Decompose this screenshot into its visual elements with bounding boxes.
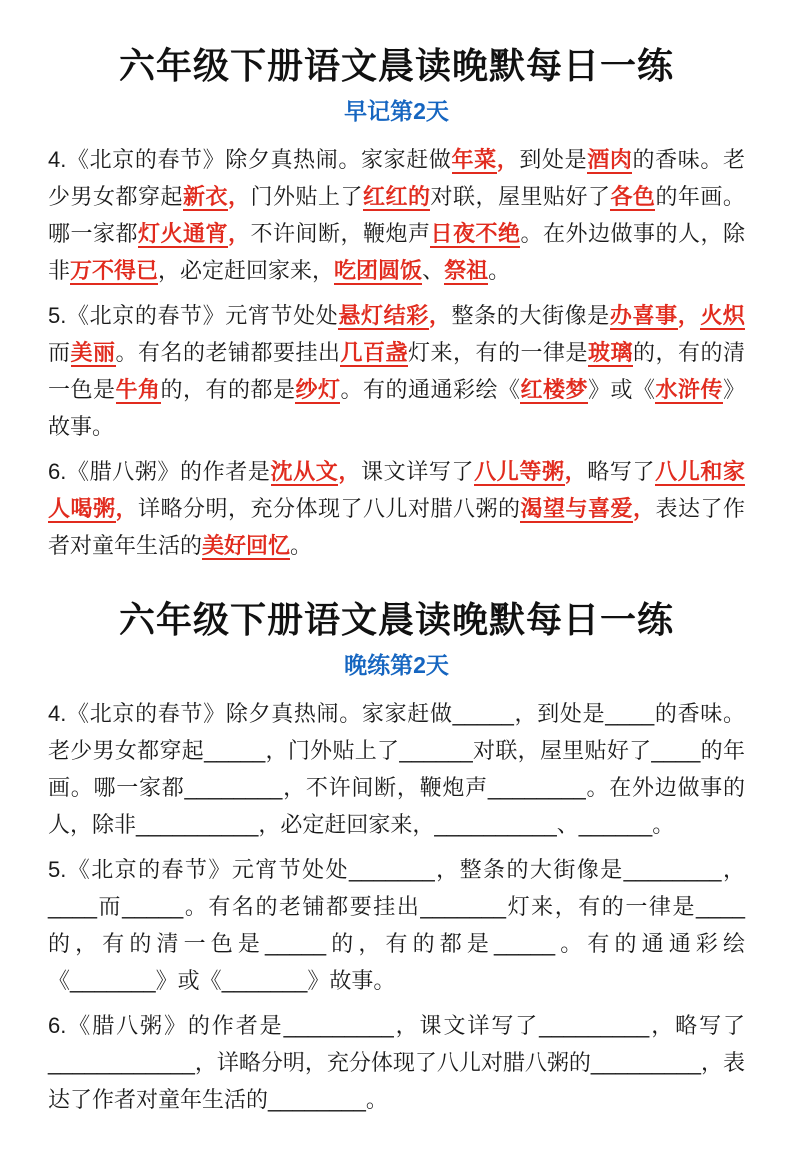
answer-blank: ____ — [696, 894, 745, 920]
text-run: 4.《北京的春节》除夕真热闹。家家赶做 — [48, 701, 453, 727]
text-run: ，略写了 — [649, 1013, 745, 1039]
text-run: 的，有的都是 — [326, 931, 494, 957]
answer-blank: _____ — [452, 701, 514, 727]
answer-punct: ， — [564, 459, 588, 485]
text-run: 5.《北京的春节》元宵节处处 — [48, 857, 350, 883]
answer-punct: ， — [496, 147, 520, 173]
evening-paragraphs — [48, 695, 745, 1118]
answer-text: 火炽 — [700, 303, 745, 329]
answer-text: 美好回忆 — [202, 533, 291, 559]
text-run: 。有的通通彩绘《 — [48, 931, 745, 994]
paragraph — [48, 851, 745, 999]
answer-blank: _________ — [590, 1050, 701, 1076]
answer-blank: ________ — [487, 775, 586, 801]
answer-text: 新衣 — [182, 184, 228, 210]
answer-text: 纱灯 — [295, 377, 341, 403]
answer-text: 美丽 — [70, 340, 116, 366]
text-run: ，必定赶回家来， — [258, 812, 435, 838]
text-run: 。有的通通彩绘《 — [340, 377, 521, 403]
section-evening-practice — [48, 598, 745, 1118]
paragraph — [48, 297, 745, 445]
text-run: 的，有的清一色是 — [48, 340, 745, 403]
morning-paragraphs — [48, 141, 745, 564]
answer-blank: ________ — [268, 1087, 366, 1113]
text-run: 对联，屋里贴好了 — [430, 184, 611, 210]
text-run: 的香味。老少男女都穿起 — [48, 701, 745, 764]
day-label-evening: 晚练第2天 — [344, 652, 449, 679]
text-run: 的年画。哪一家都 — [48, 184, 745, 247]
answer-punct: ， — [228, 221, 251, 247]
day-label-morning: 早记第2天 — [344, 98, 449, 125]
text-run: ，必定赶回家来， — [158, 258, 335, 284]
text-run: 。 — [488, 258, 511, 284]
answer-text: 八儿等粥 — [474, 459, 565, 485]
answer-text: 渴望与喜爱 — [520, 496, 633, 522]
text-run: 整条的大街像是 — [451, 303, 610, 329]
answer-text: 万不得已 — [70, 258, 159, 284]
answer-blank: _____ — [264, 931, 327, 957]
text-run: 、 — [556, 812, 579, 838]
paragraph — [48, 695, 745, 843]
answer-text: 牛角 — [115, 377, 161, 403]
text-run: 。有名的老铺都要挂出 — [115, 340, 341, 366]
answer-blank: _______ — [349, 857, 435, 883]
text-run: 而 — [96, 894, 123, 920]
text-run: 》故事。 — [307, 968, 396, 994]
answer-punct: ， — [338, 459, 362, 485]
answer-text: 水浒传 — [655, 377, 723, 403]
worksheet-title-repeat: 六年级下册语文晨读晚默每日一练 — [118, 599, 674, 641]
answer-blank: ____ — [651, 738, 701, 764]
text-run: 。 — [290, 533, 313, 559]
text-run: 而 — [48, 340, 71, 366]
answer-text: 玻璃 — [587, 340, 633, 366]
text-run: 6.《腊八粥》的作者是 — [48, 459, 271, 485]
paragraph — [48, 453, 745, 564]
answer-blank: _________ — [283, 1013, 394, 1039]
answer-blank: _____ — [493, 931, 556, 957]
text-run: 》故事。 — [48, 377, 745, 440]
text-run: 5.《北京的春节》元宵节处处 — [48, 303, 339, 329]
answer-blank: ____ — [605, 701, 655, 727]
text-run: 》或《 — [587, 377, 656, 403]
text-run: 详略分明，充分体现了八儿对腊八粥的 — [138, 496, 521, 522]
answer-text: 灯火通宵 — [138, 221, 228, 247]
paragraph — [48, 1007, 745, 1118]
answer-punct: ， — [632, 496, 656, 522]
text-run: ， — [721, 857, 745, 883]
text-run: ，到处是 — [513, 701, 606, 727]
text-run: ，门外贴上了 — [265, 738, 400, 764]
answer-blank: ________ — [623, 857, 722, 883]
answer-text: 日夜不绝 — [430, 221, 521, 247]
paragraph — [48, 141, 745, 289]
text-run: 课文详写了 — [361, 459, 475, 485]
answer-punct: ， — [115, 496, 138, 522]
text-run: 4.《北京的春节》除夕真热闹。家家赶做 — [48, 147, 452, 173]
answer-blank: _____ — [122, 894, 184, 920]
answer-text: 吃团圆饭 — [334, 258, 423, 284]
answer-text: 各色 — [610, 184, 656, 210]
text-run: ，表达了作者对童年生活的 — [48, 1050, 745, 1113]
text-run: 灯来，有的一律是 — [506, 894, 697, 920]
text-run: 6.《腊八粥》的作者是 — [48, 1013, 284, 1039]
answer-blank: _____ — [204, 738, 266, 764]
answer-blank: _______ — [221, 968, 308, 994]
text-run: 对联，屋里贴好了 — [472, 738, 652, 764]
answer-text: 祭祖 — [444, 258, 489, 284]
answer-blank: ______ — [578, 812, 653, 838]
text-run: 。有名的老铺都要挂出 — [183, 894, 421, 920]
text-run: 到处是 — [519, 147, 588, 173]
text-run: 。在外边做事的人，除非 — [48, 221, 745, 284]
text-run: 。 — [365, 1087, 388, 1113]
text-run: 的香味。老少男女都穿起 — [48, 147, 745, 210]
answer-blank: ____ — [48, 894, 97, 920]
answer-text: 年菜 — [451, 147, 497, 173]
answer-blank: __________ — [136, 812, 259, 838]
answer-blank: __________ — [434, 812, 557, 838]
answer-text: 几百盏 — [340, 340, 408, 366]
worksheet-title: 六年级下册语文晨读晚默每日一练 — [118, 45, 674, 86]
answer-blank: ______ — [399, 738, 473, 764]
text-run: ，详略分明，充分体现了八儿对腊八粥的 — [194, 1050, 591, 1076]
answer-punct: ， — [428, 303, 452, 329]
answer-text: 悬灯结彩 — [338, 303, 429, 329]
answer-text: 酒肉 — [587, 147, 633, 173]
answer-punct: ， — [227, 184, 251, 210]
text-run: 。在外边做事的人，除非 — [48, 775, 745, 838]
answer-text: 办喜事 — [609, 303, 678, 329]
answer-blank: _______ — [70, 968, 156, 994]
text-run: 不许间断，鞭炮声 — [250, 221, 431, 247]
text-run: 、 — [422, 258, 445, 284]
text-run: ，课文详写了 — [393, 1013, 540, 1039]
answer-blank: _________ — [539, 1013, 650, 1039]
answer-text: 红楼梦 — [520, 377, 588, 403]
answer-blank: ____________ — [48, 1050, 195, 1076]
text-run: ，整条的大街像是 — [434, 857, 624, 883]
text-run: 。 — [652, 812, 675, 838]
text-run: 的，有的都是 — [160, 377, 296, 403]
text-run: ，不许间断，鞭炮声 — [282, 775, 488, 801]
answer-text: 八儿和家人喝粥 — [48, 459, 745, 522]
text-run: 灯来，有的一律是 — [407, 340, 588, 366]
text-run: 的年画。哪一家都 — [48, 738, 745, 801]
answer-text: 红红的 — [362, 184, 431, 210]
answer-text: 沈从文 — [270, 459, 339, 485]
text-run: 》或《 — [155, 968, 222, 994]
answer-punct: ， — [677, 303, 701, 329]
text-run: 门外贴上了 — [250, 184, 363, 210]
text-run: 表达了作者对童年生活的 — [48, 496, 745, 559]
section-morning-memorization — [48, 44, 745, 564]
answer-blank: ________ — [184, 775, 283, 801]
text-run: 的，有的清一色是 — [48, 931, 265, 957]
answer-blank: _______ — [420, 894, 507, 920]
text-run: 略写了 — [587, 459, 656, 485]
